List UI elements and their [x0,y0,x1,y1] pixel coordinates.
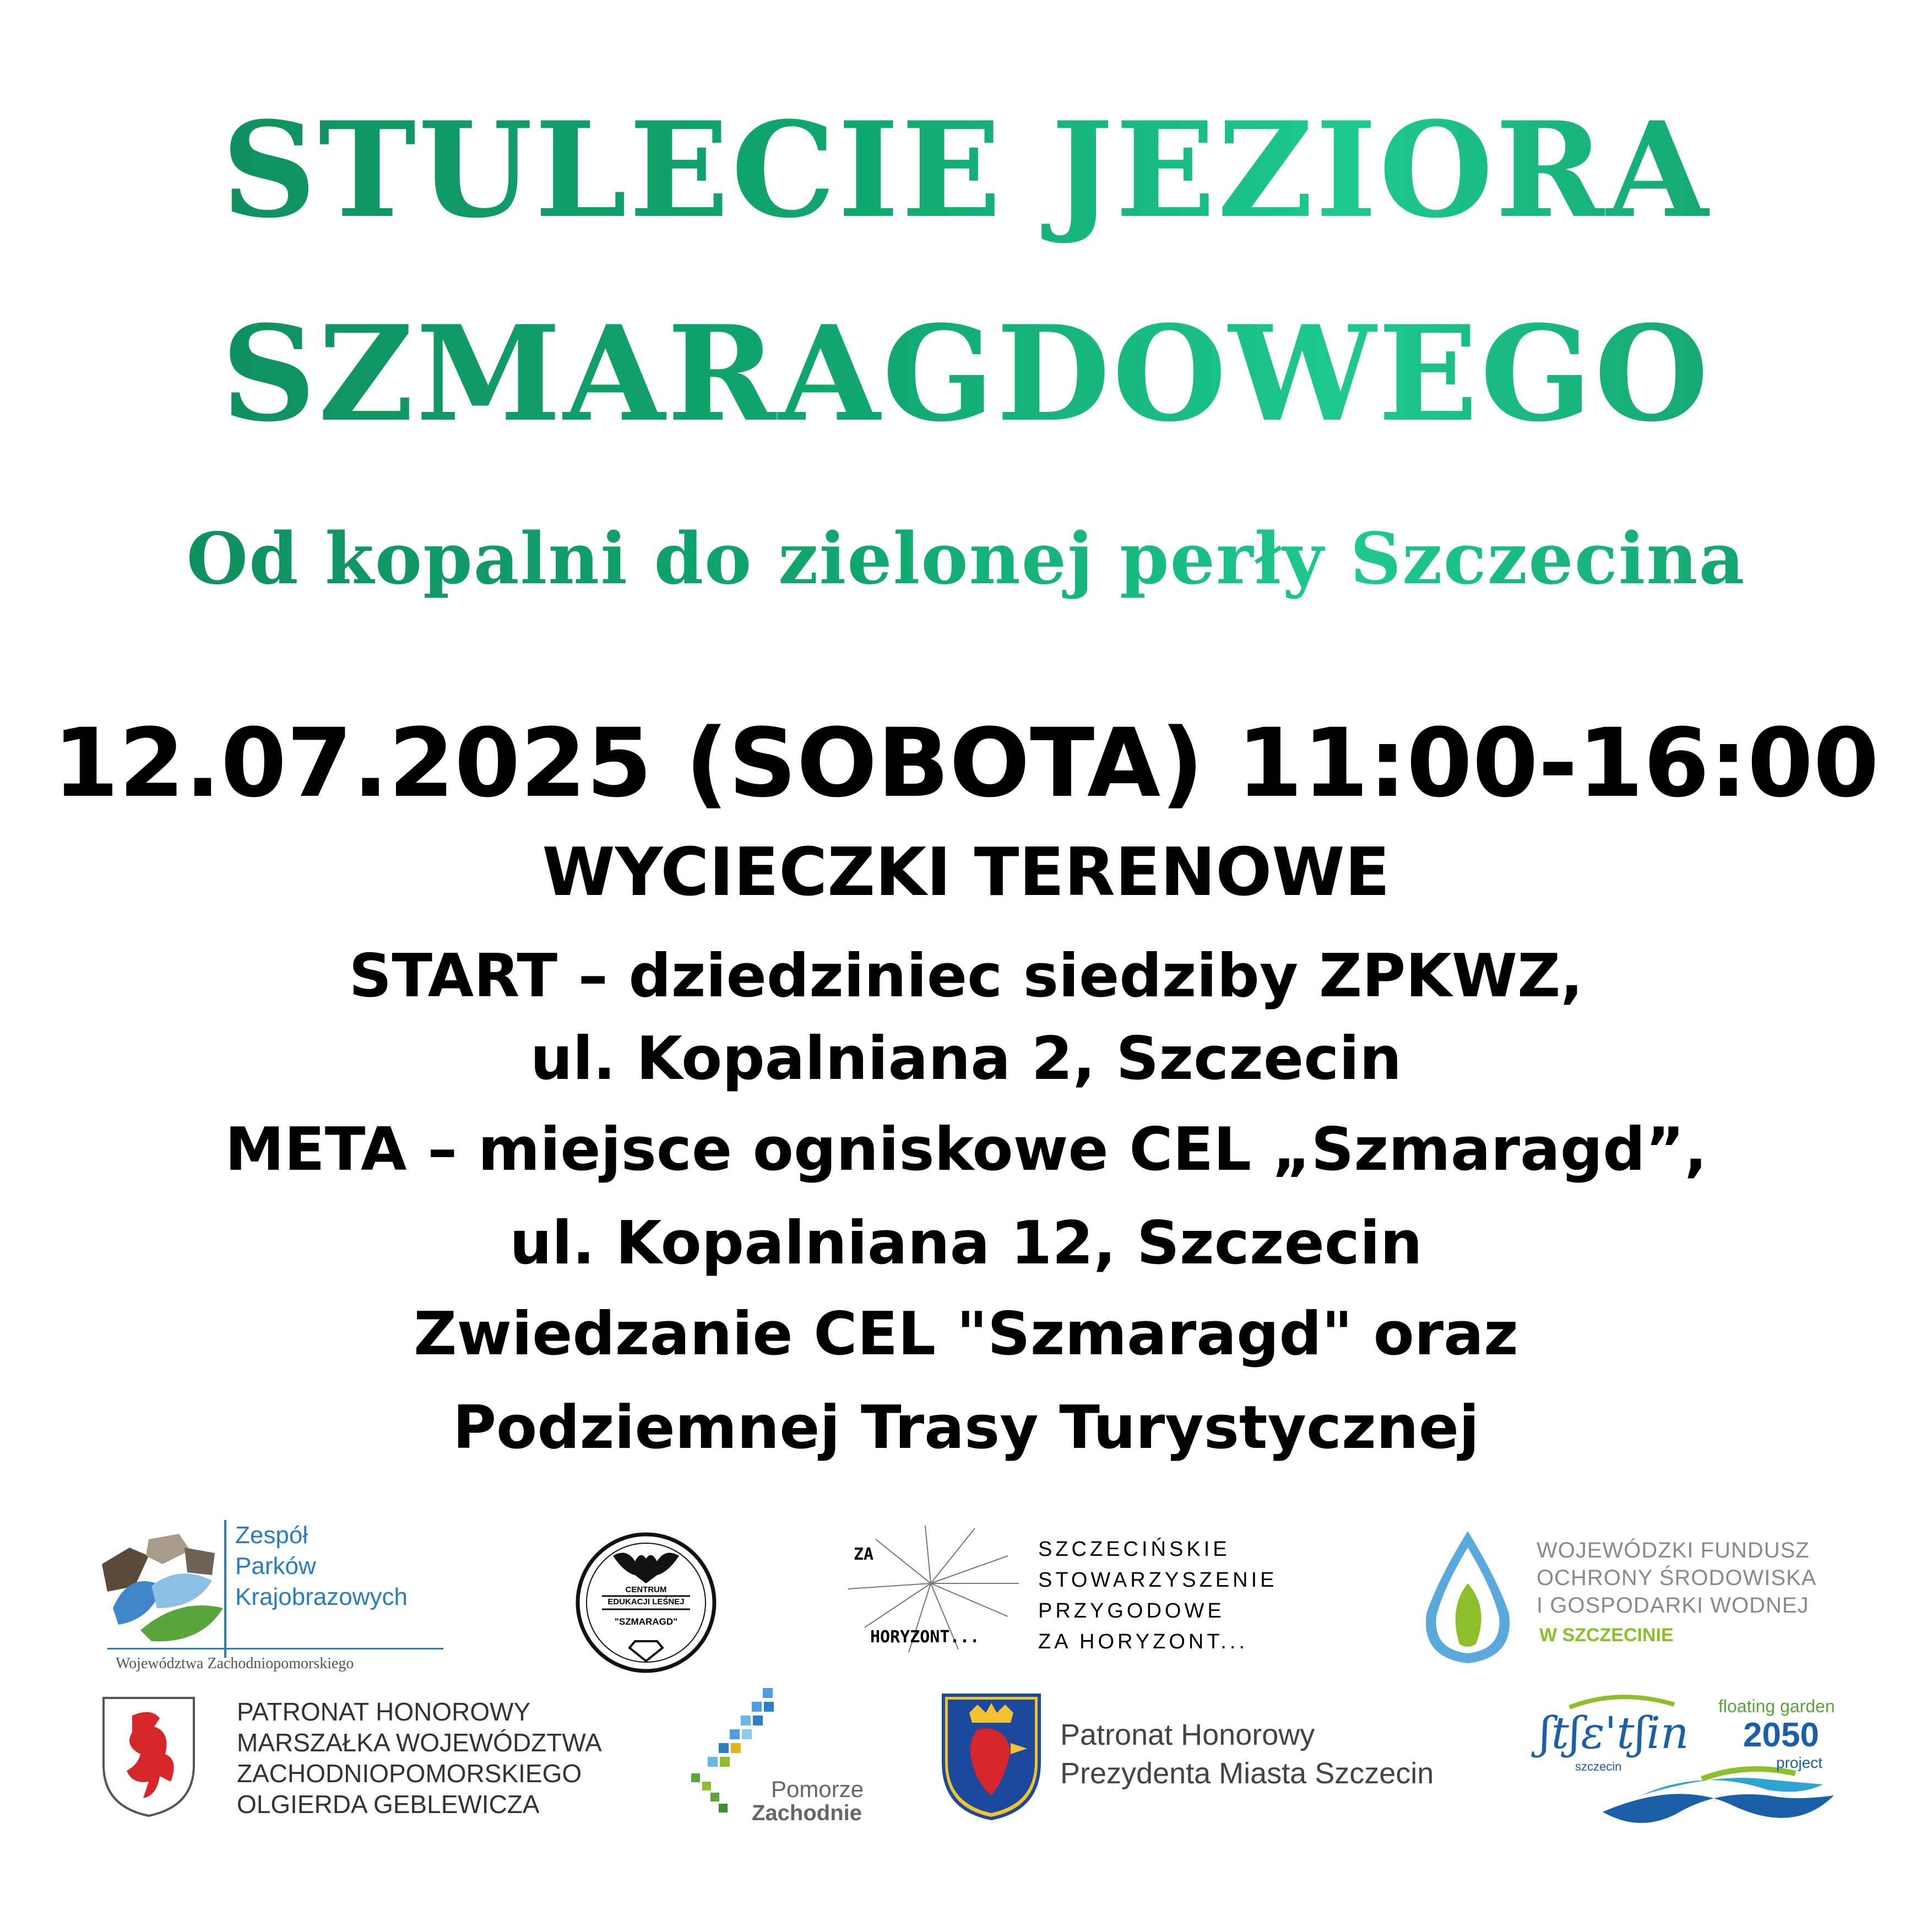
marszalek-line-4: OLGIERDA GEBLEWICZA [237,1790,540,1819]
szczecin-coat-of-arms-icon [939,1691,1044,1823]
stettin-year: 2050 [1743,1716,1819,1754]
event-datetime: 12.07.2025 (SOBOTA) 11:00-16:00 [53,708,1879,818]
title-line-1: STULECIE JEZIORA [0,94,1932,247]
stettin-city: szczecin [1575,1760,1622,1773]
info-line-start-address: ul. Kopalniana 2, Szczecin [530,1024,1402,1093]
zpk-name-line-1: Zespół [235,1522,308,1549]
zpk-region: Województwa Zachodniopomorskiego [116,1655,354,1672]
marszalek-line-1: PATRONAT HONOROWY [237,1697,531,1726]
horyzont-line-4: ZA HORYZONT... [1038,1630,1249,1653]
floating-garden-text: floating garden [1718,1696,1835,1716]
za-horyzont-logo [843,1523,1294,1666]
horyzont-line-3: PRZYGODOWE [1038,1599,1225,1622]
zpk-logo [96,1520,449,1674]
prezydent-line-1: Patronat Honorowy [1060,1718,1315,1751]
info-line-visit: Zwiedzanie CEL "Szmaragd" oraz [414,1300,1518,1369]
za-text: ZA [854,1545,874,1564]
zpk-name-line-2: Parków [235,1553,316,1580]
info-line-start: START – dziedziniec siedziby ZPKWZ, [349,942,1583,1011]
cel-mid-text: EDUKACJI LEŚNEJ [607,1597,685,1607]
horyzont-line-2: STOWARZYSZENIE [1038,1569,1278,1592]
water-drop-icon [1415,1526,1520,1669]
event-heading: WYCIECZKI TERENOWE [542,834,1390,911]
cel-szmaragd-logo [574,1531,718,1674]
subtitle: Od kopalni do zielonej perły Szczecina [0,518,1932,600]
marszalek-line-3: ZACHODNIOPOMORSKIEGO [237,1759,582,1788]
zachodnie-text: Zachodnie [752,1801,862,1825]
wfos-line-3: I GOSPODARKI WODNEJ [1537,1593,1809,1618]
pomorze-text: Pomorze [771,1776,864,1802]
info-line-meta: META – miejsce ogniskowe CEL „Szmaragd”, [225,1115,1707,1184]
griffin-coat-of-arms-icon [99,1694,198,1820]
marszalek-line-2: MARSZAŁKA WOJEWÓDZTWA [237,1728,602,1757]
prezydent-patronage [939,1691,1490,1834]
pomorze-zachodnie-logo [686,1685,906,1834]
cel-bottom-text: "SZMARAGD" [614,1616,678,1627]
stettin-project: project [1776,1754,1823,1771]
title-line-2: SZMARAGDOWEGO [0,297,1932,451]
wfosigw-logo [1415,1526,1856,1674]
zpk-emblem-icon [96,1526,229,1647]
prezydent-line-2: Prezydenta Miasta Szczecin [1060,1757,1434,1790]
horyzont-text: HORYZONT... [870,1627,980,1647]
wfos-line-2: OCHRONY ŚRODOWISKA [1537,1566,1817,1590]
cel-top-text: CENTRUM [625,1585,667,1594]
marszalek-patronage [96,1691,647,1834]
stettin-word: ʃtʃɛ'tʃin [1539,1707,1689,1759]
zpk-name-line-3: Krajobrazowych [235,1583,408,1610]
stettin-2050-logo [1537,1685,1845,1839]
info-line-meta-address: ul. Kopalniana 12, Szczecin [509,1209,1423,1278]
wfos-city: W SZCZECINIE [1539,1625,1674,1646]
wfos-line-1: WOJEWÓDZKI FUNDUSZ [1537,1538,1810,1562]
info-line-trail: Podziemnej Trasy Turystycznej [452,1393,1479,1462]
horyzont-line-1: SZCZECIŃSKIE [1038,1538,1230,1561]
